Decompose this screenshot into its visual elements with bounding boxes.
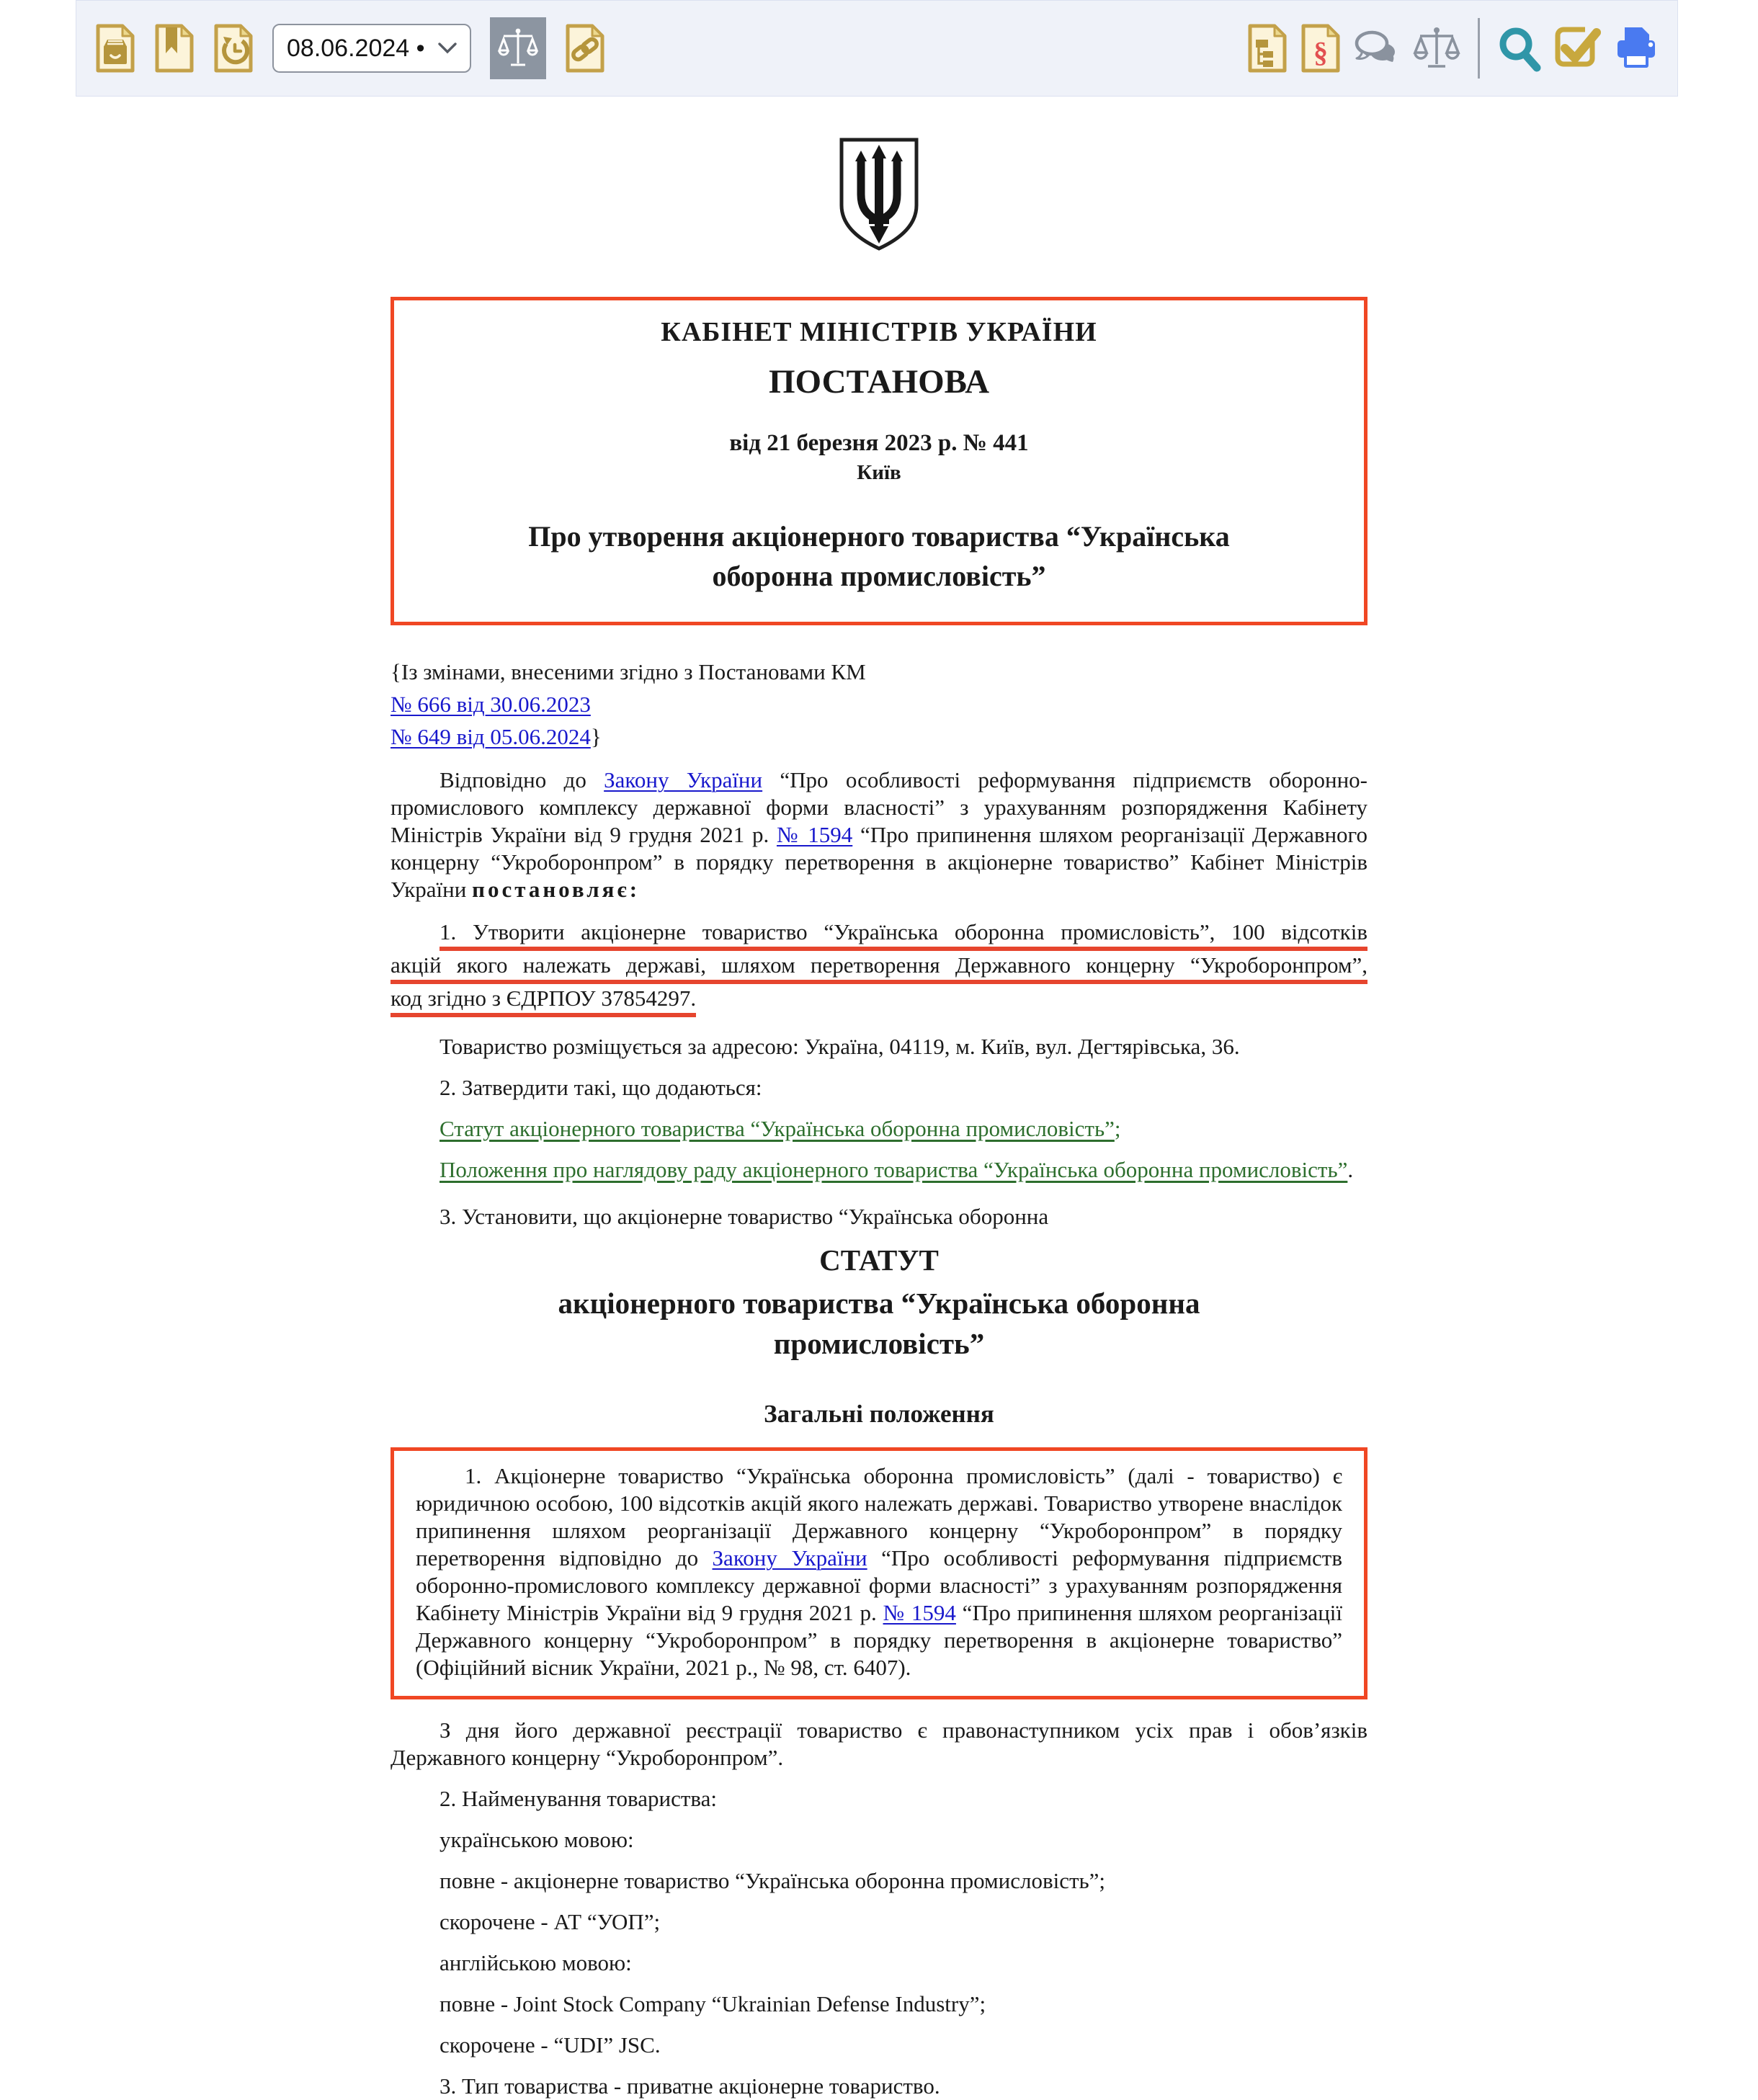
decree-city: Київ <box>857 461 901 484</box>
search-icon[interactable] <box>1497 25 1542 71</box>
issuer-name: КАБІНЕТ МІНІСТРІВ УКРАЇНИ <box>661 317 1097 347</box>
statute-p1-text: “Про припинення шляхом реорганізації Державного концерну “Укроборонпром” в порядку перетворення в акціонерне товариство” (Офіційний вісник України, 2021 р., № 98, ст. 6407). <box>416 1600 1343 1680</box>
print-icon[interactable] <box>1614 26 1659 71</box>
decree-date-number: від 21 березня 2023 р. № 441 <box>729 430 1029 456</box>
document-bookmark-icon[interactable] <box>154 24 195 73</box>
amendment-link-649[interactable]: № 649 від 05.06.2024 <box>391 724 591 749</box>
statute-link-paragraph <box>391 1115 1367 1143</box>
law-of-ukraine-link[interactable]: Закону України <box>712 1545 867 1570</box>
english-label-paragraph: англійською мовою: <box>440 1950 632 1975</box>
successor-paragraph: З дня його державної реєстрації товариство є правонаступником усіх прав і обов’язків Державного концерну “Укроборонпром”. <box>391 1717 1367 1770</box>
ukrainian-short-name-paragraph: скорочене - АТ “УОП”; <box>440 1909 661 1934</box>
clipped-point-3: 3. Установити, що акціонерне товариство “Українська оборонна <box>440 1204 1049 1229</box>
regulation-link-tail: . <box>1347 1157 1354 1182</box>
document-archive-icon[interactable] <box>95 24 135 73</box>
statute-link[interactable]: Статут акціонерного товариства “Українська оборонна промисловість” <box>440 1116 1115 1141</box>
svg-text:§: § <box>1313 36 1328 68</box>
preamble-paragraph <box>391 767 1367 903</box>
resolves-emphasis: постановляє: <box>472 877 641 902</box>
regulation-link-paragraph <box>391 1156 1367 1184</box>
ukrainian-label-paragraph: українською мовою: <box>440 1827 634 1852</box>
english-short-name-paragraph: скорочене - “UDI” JSC. <box>440 2032 661 2057</box>
statute-paragraph-1-box <box>391 1447 1367 1699</box>
scales-icon[interactable] <box>1413 25 1460 71</box>
ukrainian-full-name-paragraph: повне - акціонерне товариство “Українська оборонна промисловість”; <box>440 1868 1106 1893</box>
point-1-line: код згідно з ЄДРПОУ 37854297. <box>391 984 696 1017</box>
approve-paragraph: 2. Затвердити такі, що додаються: <box>440 1075 762 1100</box>
statute-p1-text: “Про особливості реформування підприємств оборонно-промислового комплексу державної форми власності” з урахуванням розпорядження Кабінету Міністрів України від 9 грудня 2021 р. <box>416 1545 1342 1625</box>
company-type-paragraph: 3. Тип товариства - приватне акціонерне товариство. <box>440 2073 940 2099</box>
statute-section-heading: Загальні положення <box>764 1400 994 1428</box>
statute-link-tail: ; <box>1114 1116 1121 1141</box>
ukraine-trident-emblem <box>835 135 923 252</box>
point-1-line: 1. Утворити акціонерне товариство “Українська оборонна промисловість”, 100 відсотків <box>440 918 1367 951</box>
document-history-icon[interactable] <box>213 24 254 73</box>
decree-title: Про утворення акціонерного товариства “Українська оборонна промисловість” <box>528 520 1230 592</box>
statute-subheading: акціонерного товариства “Українська оборонна промисловість” <box>558 1287 1200 1360</box>
naming-paragraph: 2. Найменування товариства: <box>440 1786 718 1811</box>
preamble-text: “Про припинення шляхом реорганізації Державного концерну “Укроборонпром” в порядку перетворення в акціонерне товариство” Кабінет Міністрів України <box>391 822 1367 902</box>
amendment-link-666[interactable]: № 666 від 30.06.2023 <box>391 692 591 717</box>
amendments-note <box>391 656 1367 753</box>
supervisory-board-regulation-link[interactable]: Положення про наглядову раду акціонерного товариства “Українська оборонна промисловість” <box>440 1157 1348 1182</box>
date-version-value: 08.06.2024 • <box>287 34 425 62</box>
order-1594-link[interactable]: № 1594 <box>883 1600 956 1625</box>
decree-header-box <box>391 297 1367 625</box>
document <box>391 0 1367 2100</box>
order-1594-link[interactable]: № 1594 <box>776 822 853 847</box>
amendments-intro: {Із змінами, внесеними згідно з Постановами КМ <box>391 659 866 684</box>
address-paragraph: Товариство розміщується за адресою: Україна, 04119, м. Київ, вул. Дегтярівська, 36. <box>440 1034 1240 1059</box>
checkbox-icon[interactable] <box>1555 25 1601 71</box>
point-1-highlighted <box>391 918 1367 1017</box>
point-1-line: акцій якого належать державі, шляхом перетворення Державного концерну “Укроборонпром”, <box>391 951 1367 984</box>
statute-heading: СТАТУТ <box>819 1243 939 1277</box>
toolbar-divider <box>1478 18 1480 79</box>
amendments-closing-brace: } <box>590 724 602 749</box>
preamble-text: “Про особливості реформування підприємств оборонно-промислового комплексу державної форми власності” з урахуванням розпорядження Кабінету Міністрів України від 9 грудня 2021 р. <box>391 767 1368 847</box>
statute-p1-text: 1. Акціонерне товариство “Українська оборонна промисловість” (далі - товариство) є юридичною особою, 100 відсотків акцій якого належать державі. Товариство утворене внаслідок припинення шляхом реорганізації Державного концерну “Укроборонпром” в порядку перетворення відповідно до <box>416 1463 1342 1570</box>
law-of-ukraine-link[interactable]: Закону України <box>604 767 763 792</box>
document-type: ПОСТАНОВА <box>768 363 990 401</box>
english-full-name-paragraph: повне - Joint Stock Company “Ukrainian Defense Industry”; <box>440 1991 986 2016</box>
preamble-text: Відповідно до <box>440 767 604 792</box>
statute-paragraph-1 <box>416 1462 1342 1681</box>
